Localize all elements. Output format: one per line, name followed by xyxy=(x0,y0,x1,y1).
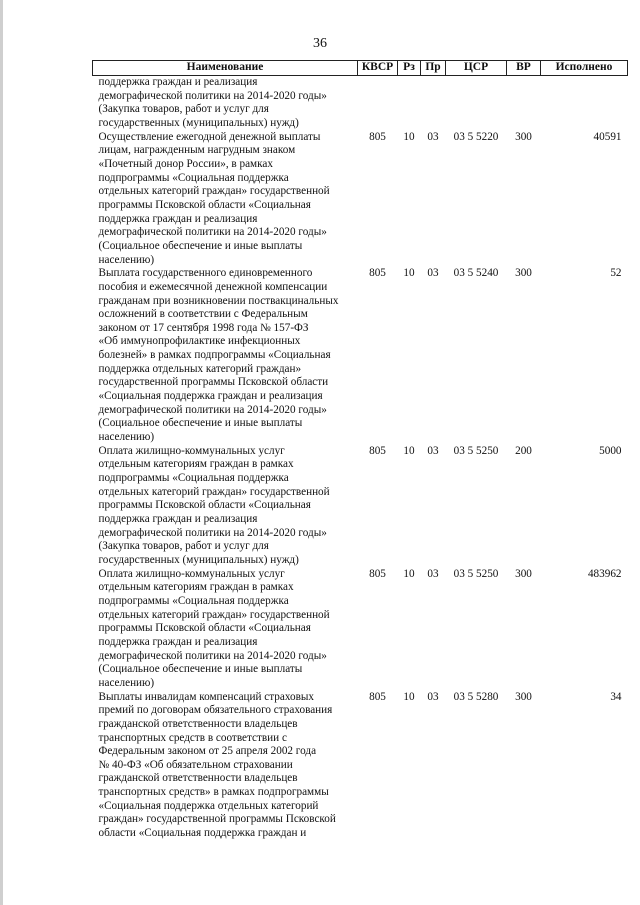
table-row xyxy=(93,131,628,268)
row-executed: 52 xyxy=(610,267,622,280)
row-pr: 03 xyxy=(427,567,439,580)
row-vr: 300 xyxy=(515,267,532,280)
row-pr xyxy=(421,76,446,131)
row-name: поддержка граждан и реализация демографической политики на 2014-2020 годы» (Закупка товаров, работ и услуг для государственных (муниципальных) нужд) xyxy=(98,76,327,129)
row-name: Выплаты инвалидам компенсаций страховых премий по договорам обязательного страхования гражданской ответственности владельцев транспортных средств в соответствии с Федеральным законом от 25 апреля 2002 года № 40-ФЗ «Об обязательном страховании гражданской ответственности владельцев транспортных средств» в рамках подпрограммы «Социальная поддержка отдельных категорий граждан» государственной программы Псковской области «Социальная поддержка граждан и xyxy=(98,690,336,840)
row-pr: 03 xyxy=(427,444,439,457)
row-executed: 5000 xyxy=(599,444,622,457)
row-vr xyxy=(507,76,541,131)
row-kvsr: 805 xyxy=(369,444,386,457)
table-row xyxy=(93,568,628,691)
row-name: Осуществление ежегодной денежной выплаты лицам, награжденным нагрудным знаком «Почетный донор России», в рамках подпрограммы «Социальная поддержка отдельных категорий граждан» государственной программы Псковской области «Социальная поддержка граждан и реализация демографической политики на 2014-2020 годы» (Социальное обеспечение и иные выплаты населению) xyxy=(98,130,330,266)
header-name: Наименование xyxy=(93,61,358,76)
row-rz: 10 xyxy=(403,130,415,143)
row-name: Оплата жилищно-коммунальных услуг отдельным категориям граждан в рамках подпрограммы «Социальная поддержка отдельных категорий граждан» государственной программы Псковской области «Социальная поддержка граждан и реализация демографической политики на 2014-2020 годы» (Закупка товаров, работ и услуг для государственных (муниципальных) нужд) xyxy=(98,444,330,566)
row-rz: 10 xyxy=(403,267,415,280)
row-vr: 300 xyxy=(515,130,532,143)
row-name: Оплата жилищно-коммунальных услуг отдельным категориям граждан в рамках подпрограммы «Социальная поддержка отдельных категорий граждан» государственной программы Псковской области «Социальная поддержка граждан и реализация демографической политики на 2014-2020 годы» (Социальное обеспечение и иные выплаты населению) xyxy=(98,567,330,689)
header-vr: ВР xyxy=(507,61,541,76)
row-executed: 483962 xyxy=(587,567,622,580)
row-rz: 10 xyxy=(403,690,415,703)
row-pr: 03 xyxy=(427,130,439,143)
row-csr: 03 5 5250 xyxy=(453,567,499,580)
row-csr xyxy=(446,76,507,131)
header-rz: Рз xyxy=(398,61,421,76)
row-vr: 300 xyxy=(515,567,532,580)
row-kvsr: 805 xyxy=(369,267,386,280)
row-rz: 10 xyxy=(403,567,415,580)
header-csr: ЦСР xyxy=(446,61,507,76)
row-kvsr: 805 xyxy=(369,690,386,703)
table-row xyxy=(93,691,628,841)
header-executed: Исполнено xyxy=(541,61,628,76)
budget-table xyxy=(92,60,628,841)
page-number: 36 xyxy=(313,36,327,51)
row-csr: 03 5 5240 xyxy=(453,267,499,280)
scan-edge xyxy=(0,0,3,905)
table-row xyxy=(93,76,628,131)
row-csr: 03 5 5280 xyxy=(453,690,499,703)
table-row xyxy=(93,445,628,568)
table-header xyxy=(93,61,628,76)
row-pr: 03 xyxy=(427,690,439,703)
table-row xyxy=(93,267,628,445)
row-executed xyxy=(541,76,628,131)
row-executed: 40591 xyxy=(593,130,622,143)
row-rz: 10 xyxy=(403,444,415,457)
row-kvsr: 805 xyxy=(369,567,386,580)
row-pr: 03 xyxy=(427,267,439,280)
row-rz xyxy=(398,76,421,131)
row-kvsr: 805 xyxy=(369,130,386,143)
row-vr: 300 xyxy=(515,690,532,703)
row-kvsr xyxy=(358,76,398,131)
row-csr: 03 5 5220 xyxy=(453,130,499,143)
row-csr: 03 5 5250 xyxy=(453,444,499,457)
row-executed: 34 xyxy=(610,690,622,703)
row-name: Выплата государственного единовременного пособия и ежемесячной денежной компенсации гражданам при возникновении поствакцинальных осложнений в соответствии с Федеральным законом от 17 сентября 1998 года № 157-ФЗ «Об иммунопрофилактике инфекционных болезней» в рамках подпрограммы «Социальная поддержка отдельных категорий граждан» государственной программы Псковской области «Социальная поддержка граждан и реализация демографической политики на 2014-2020 годы» (Социальное обеспечение и иные выплаты населению) xyxy=(98,267,339,444)
header-kvsr: КВСР xyxy=(358,61,398,76)
header-pr: Пр xyxy=(421,61,446,76)
row-vr: 200 xyxy=(515,444,532,457)
